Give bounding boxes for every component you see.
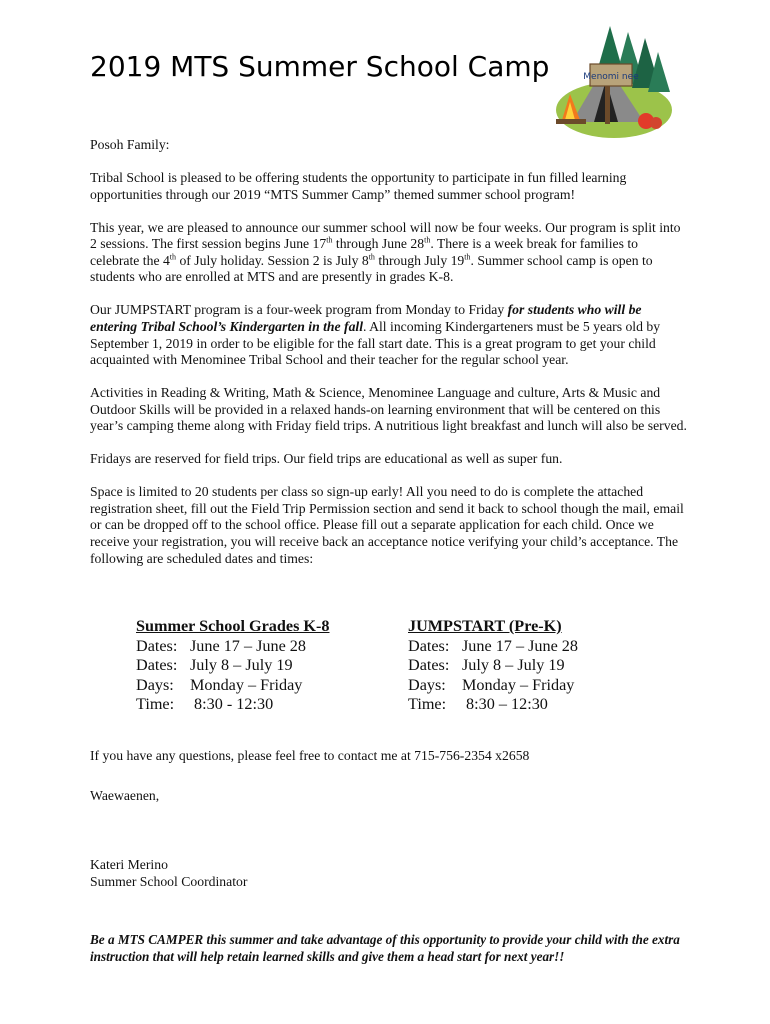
camp-logo [548, 22, 673, 140]
paragraph-fridays: Fridays are reserved for field trips. Our field trips are educational as well as super fun. [90, 451, 563, 467]
schedule-row: Days: Monday – Friday [136, 675, 303, 694]
page-title: 2019 MTS Summer School Camp [90, 50, 550, 83]
paragraph-registration: Space is limited to 20 students per class so sign-up early! All you need to do is complete the attached registration sheet, fill out the Field Trip Permission section and send it back to school though the mail, email or can be dropped off to the school office. Please fill out a separate application for each child. Once we receive your registration, you will receive back an acceptance notice verifying your child’s acceptance. The following are scheduled dates and times: [90, 484, 684, 566]
letter-body [90, 137, 690, 584]
paragraph-jumpstart: Our JUMPSTART program is a four-week program from Monday to Friday for students who will be entering Tribal School’s Kindergarten in the fall. All incoming Kindergarteners must be 5 years old by September 1, 2019 in order to be eligible for the fall start date. This is a great program to get your child acquainted with Menominee Tribal School and their teacher for the regular school year. [90, 302, 661, 368]
signature-name: Kateri Merino [90, 857, 168, 872]
paragraph-intro: Tribal School is pleased to be offering students the opportunity to participate in fun filled learning opportunities through our 2019 “MTS Summer Camp” themed summer school program! [90, 169, 627, 202]
paragraph-sessions: This year, we are pleased to announce our summer school will now be four weeks. Our program is split into 2 sessions. The first session begins June 17th through June 28th. There is a week break for families to celebrate the 4th of July holiday. Session 2 is July 8th through July 19th. Summer school camp is open to students who are enrolled at MTS and are presently in grades K-8. [90, 219, 681, 285]
schedule-row: Dates: June 17 – June 28 [408, 636, 578, 655]
paragraph-activities: Activities in Reading & Writing, Math & Science, Menominee Language and culture, Arts & Music and Outdoor Skills will be provided in a relaxed hands-on learning environment that will be centered on this year’s camping theme along with Friday field trips. A nutritious light breakfast and lunch will also be served. [90, 385, 687, 434]
schedule-row: Time: 8:30 – 12:30 [408, 695, 548, 714]
schedule-row: Dates: June 17 – June 28 [136, 636, 306, 655]
ball-icon-2 [650, 117, 662, 129]
signature-block [90, 856, 247, 890]
signature-role: Summer School Coordinator [90, 874, 248, 889]
schedule-row: Dates: July 8 – July 19 [136, 656, 293, 675]
schedule-k8 [136, 617, 330, 715]
schedule-row: Days: Monday – Friday [408, 675, 575, 694]
log-icon [556, 119, 586, 124]
schedule-row: Time: 8:30 - 12:30 [136, 695, 274, 714]
footer-note: Be a MTS CAMPER this summer and take advantage of this opportunity to provide your child with the extra instruction that will help retain learned skills and give them a head start for next year!! [90, 932, 680, 964]
schedule-k8-heading: Summer School Grades K-8 [136, 617, 330, 635]
schedule-row: Dates: July 8 – July 19 [408, 656, 565, 675]
sign-post [605, 82, 610, 124]
closing: Waewaenen, [90, 788, 160, 803]
schedule-jumpstart-heading: JUMPSTART (Pre-K) [408, 617, 562, 635]
sign-text: Menomi nee [583, 72, 639, 82]
contact-line: If you have any questions, please feel free to contact me at 715-756-2354 x2658 [90, 748, 530, 763]
schedule-jumpstart [408, 617, 578, 715]
greeting: Posoh Family: [90, 137, 170, 152]
